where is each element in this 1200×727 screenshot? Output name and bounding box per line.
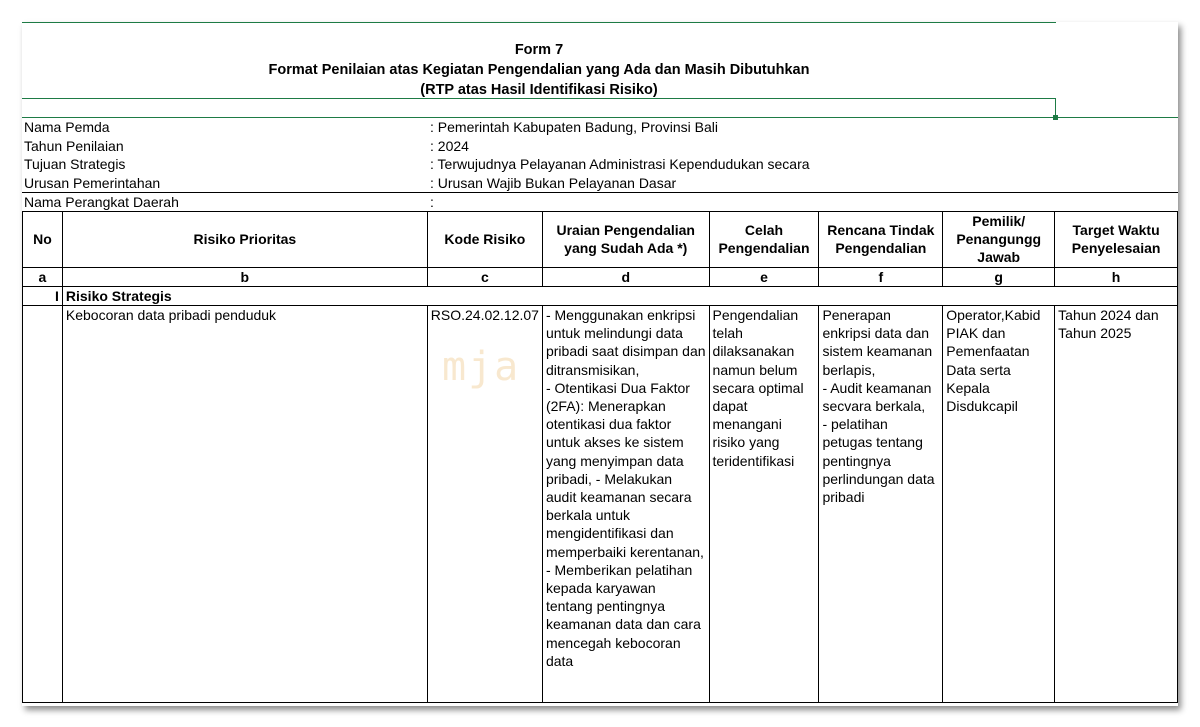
header-plan[interactable]: Rencana Tindak Pengendalian bbox=[819, 212, 943, 268]
meta-divider bbox=[22, 192, 1178, 193]
selected-cell-range[interactable] bbox=[22, 98, 1056, 118]
form-title: Format Penilaian atas Kegiatan Pengendalian yang Ada dan Masih Dibutuhkan bbox=[268, 62, 810, 78]
letter-g[interactable]: g bbox=[943, 267, 1055, 286]
header-gap[interactable]: Celah Pengendalian bbox=[709, 212, 819, 268]
spreadsheet-sheet bbox=[22, 22, 1178, 706]
meta-value-tujuan: : Terwujudnya Pelayanan Administrasi Kependudukan secara bbox=[430, 156, 810, 172]
watermark: mja bbox=[442, 344, 521, 390]
cell-gap[interactable]: Pengendalian telah dilaksanakan namun belum secara optimal dapat menangani risiko yang teridentifikasi bbox=[709, 306, 819, 703]
header-target[interactable]: Target Waktu Penyelesaian bbox=[1055, 212, 1178, 268]
table-row bbox=[23, 306, 1178, 703]
header-code[interactable]: Kode Risiko bbox=[427, 212, 542, 268]
cell-no[interactable] bbox=[23, 306, 63, 703]
cell-plan[interactable]: Penerapan enkripsi data dan sistem keamanan berlapis, - Audit keamanan secvara berkala, - pelatihan petugas tentang pentingnya perlindungan data pribadi bbox=[819, 306, 943, 703]
letter-row bbox=[23, 267, 1178, 286]
header-no[interactable]: No bbox=[23, 212, 63, 268]
risk-table bbox=[22, 211, 1178, 703]
header-row bbox=[23, 212, 1178, 268]
meta-label-perangkat: Nama Perangkat Daerah bbox=[24, 194, 179, 210]
meta-value-perangkat: : bbox=[430, 194, 434, 210]
letter-c[interactable]: c bbox=[427, 267, 542, 286]
meta-value-pemda: : Pemerintah Kabupaten Badung, Provinsi Bali bbox=[430, 119, 718, 135]
top-border bbox=[22, 22, 1056, 23]
cell-existing-control[interactable]: - Menggunakan enkripsi untuk melindungi data pribadi saat disimpan dan ditransmisikan, - Otentikasi Dua Faktor (2FA): Menerapkan otentikasi dua faktor untuk akses ke sistem yang menyimpan data pribadi, - Melakukan audit keamanan secara berkala untuk mengidentifikasi dan memperbaiki kerentanan, - Memberikan pelatihan kepada karyawan tentang pentingnya keamanan data dan cara mencegah kebocoran data bbox=[542, 306, 709, 703]
section-row bbox=[23, 286, 1178, 305]
meta-label-pemda: Nama Pemda bbox=[24, 119, 110, 135]
form-number: Form 7 bbox=[514, 42, 564, 58]
cell-code[interactable]: RSO.24.02.12.07 bbox=[427, 306, 542, 703]
meta-label-tujuan: Tujuan Strategis bbox=[24, 156, 126, 172]
letter-d[interactable]: d bbox=[542, 267, 709, 286]
letter-e[interactable]: e bbox=[709, 267, 819, 286]
form-subtitle: (RTP atas Hasil Identifikasi Risiko) bbox=[420, 82, 658, 98]
letter-b[interactable]: b bbox=[62, 267, 427, 286]
section-number[interactable]: I bbox=[23, 286, 63, 305]
section-label[interactable]: Risiko Strategis bbox=[62, 286, 1177, 305]
cell-risk[interactable]: Kebocoran data pribadi penduduk bbox=[62, 306, 427, 703]
meta-label-tahun: Tahun Penilaian bbox=[24, 138, 124, 154]
header-owner[interactable]: Pemilik/ Penangungg Jawab bbox=[943, 212, 1055, 268]
letter-h[interactable]: h bbox=[1055, 267, 1178, 286]
letter-a[interactable]: a bbox=[23, 267, 63, 286]
meta-label-urusan: Urusan Pemerintahan bbox=[24, 175, 161, 191]
meta-value-urusan: : Urusan Wajib Bukan Pelayanan Dasar bbox=[430, 175, 677, 191]
header-existing-control[interactable]: Uraian Pengendalian yang Sudah Ada *) bbox=[542, 212, 709, 268]
header-risk[interactable]: Risiko Prioritas bbox=[62, 212, 427, 268]
cell-target[interactable]: Tahun 2024 dan Tahun 2025 bbox=[1055, 306, 1178, 703]
cell-owner[interactable]: Operator,Kabid PIAK dan Pemenfaatan Data serta Kepala Disdukcapil bbox=[943, 306, 1055, 703]
meta-value-tahun: : 2024 bbox=[430, 138, 469, 154]
letter-f[interactable]: f bbox=[819, 267, 943, 286]
